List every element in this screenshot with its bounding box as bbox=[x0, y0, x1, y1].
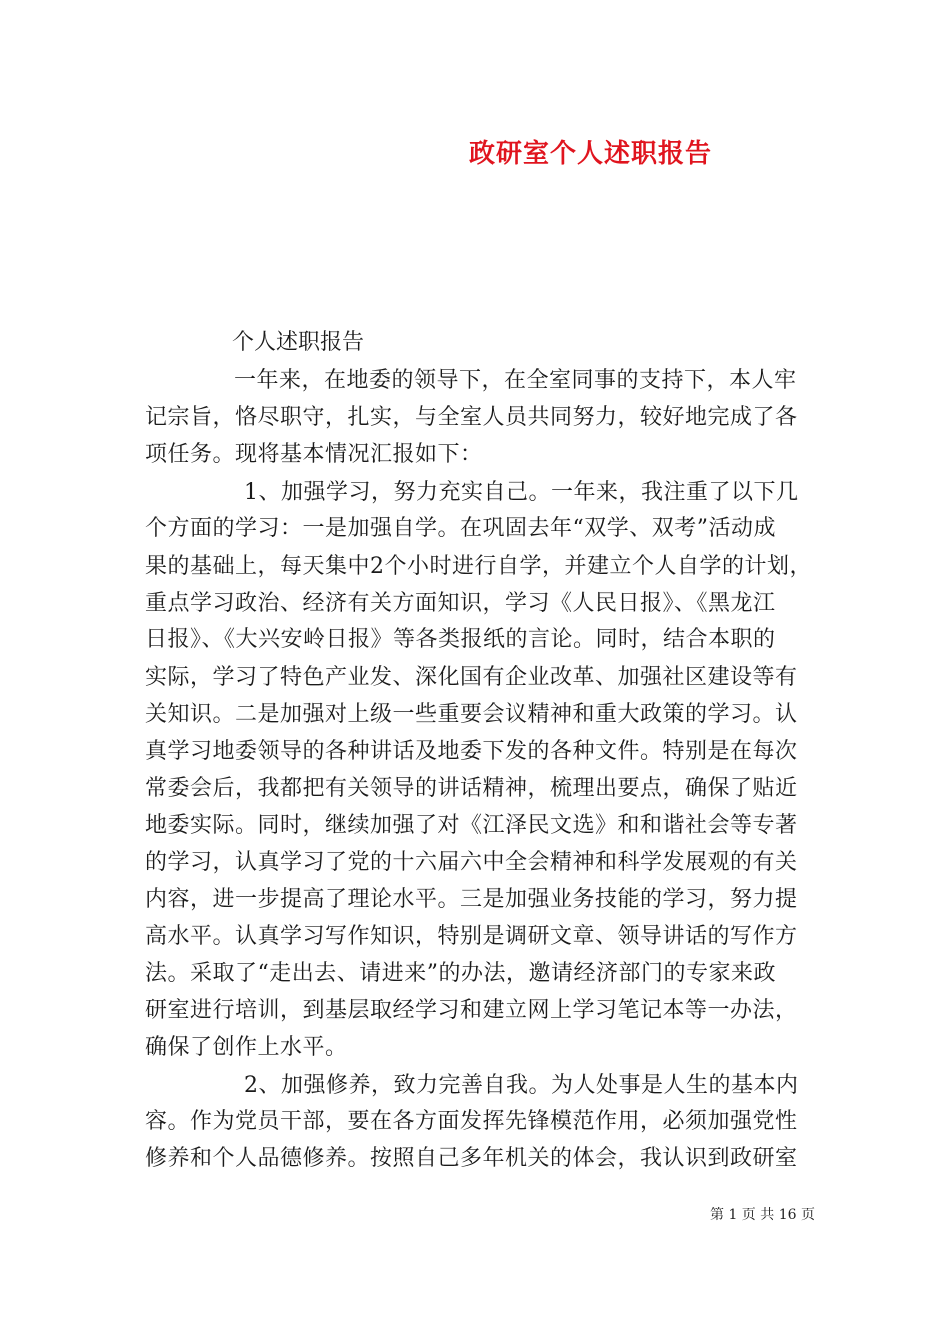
body-line: 高水平。认真学习写作知识，特别是调研文章、领导讲话的写作方 bbox=[145, 924, 798, 949]
body-line: 1、加强学习，努力充实自己。一年来，我注重了以下几 bbox=[244, 480, 799, 505]
body-line: 常委会后，我都把有关领导的讲话精神，梳理出要点，确保了贴近 bbox=[145, 776, 798, 801]
body-line: 真学习地委领导的各种讲话及地委下发的各种文件。特别是在每次 bbox=[145, 739, 798, 764]
body-line: 内容，进一步提高了理论水平。三是加强业务技能的学习，努力提 bbox=[145, 887, 798, 912]
document-title: 政研室个人述职报告 bbox=[469, 139, 713, 169]
body-line: 个方面的学习：一是加强自学。在巩固去年“双学、双考”活动成 bbox=[145, 516, 776, 541]
body-line: 重点学习政治、经济有关方面知识，学习《人民日报》、《黑龙江 bbox=[145, 591, 776, 616]
body-line: 果的基础上，每天集中2个小时进行自学，并建立个人自学的计划， bbox=[145, 554, 812, 579]
body-line: 一年来，在地委的领导下，在全室同事的支持下，本人牢 bbox=[234, 368, 797, 393]
body-line: 日报》、《大兴安岭日报》等各类报纸的言论。同时，结合本职的 bbox=[145, 627, 776, 652]
body-line: 的学习，认真学习了党的十六届六中全会精神和科学发展观的有关 bbox=[145, 850, 798, 875]
body-line: 实际，学习了特色产业发、深化国有企业改革、加强社区建设等有 bbox=[145, 665, 798, 690]
body-line: 记宗旨，恪尽职守，扎实，与全室人员共同努力，较好地完成了各 bbox=[145, 405, 798, 430]
page-number-footer: 第 1 页 共 16 页 bbox=[710, 1207, 815, 1223]
section-heading: 个人述职报告 bbox=[232, 330, 365, 355]
body-line: 修养和个人品德修养。按照自己多年机关的体会，我认识到政研室 bbox=[145, 1146, 798, 1171]
body-line: 确保了创作上水平。 bbox=[145, 1035, 348, 1060]
body-line: 法。采取了“走出去、请进来”的办法，邀请经济部门的专家来政 bbox=[145, 961, 776, 986]
body-line: 项任务。现将基本情况汇报如下： bbox=[145, 442, 483, 467]
body-line: 2、加强修养，致力完善自我。为人处事是人生的基本内 bbox=[244, 1073, 799, 1098]
body-line: 容。作为党员干部，要在各方面发挥先锋模范作用，必须加强党性 bbox=[145, 1109, 798, 1134]
body-line: 地委实际。同时，继续加强了对《江泽民文选》和和谐社会等专著 bbox=[145, 813, 798, 838]
body-line: 研室进行培训，到基层取经学习和建立网上学习笔记本等一办法， bbox=[145, 998, 798, 1023]
body-line: 关知识。二是加强对上级一些重要会议精神和重大政策的学习。认 bbox=[145, 702, 798, 727]
